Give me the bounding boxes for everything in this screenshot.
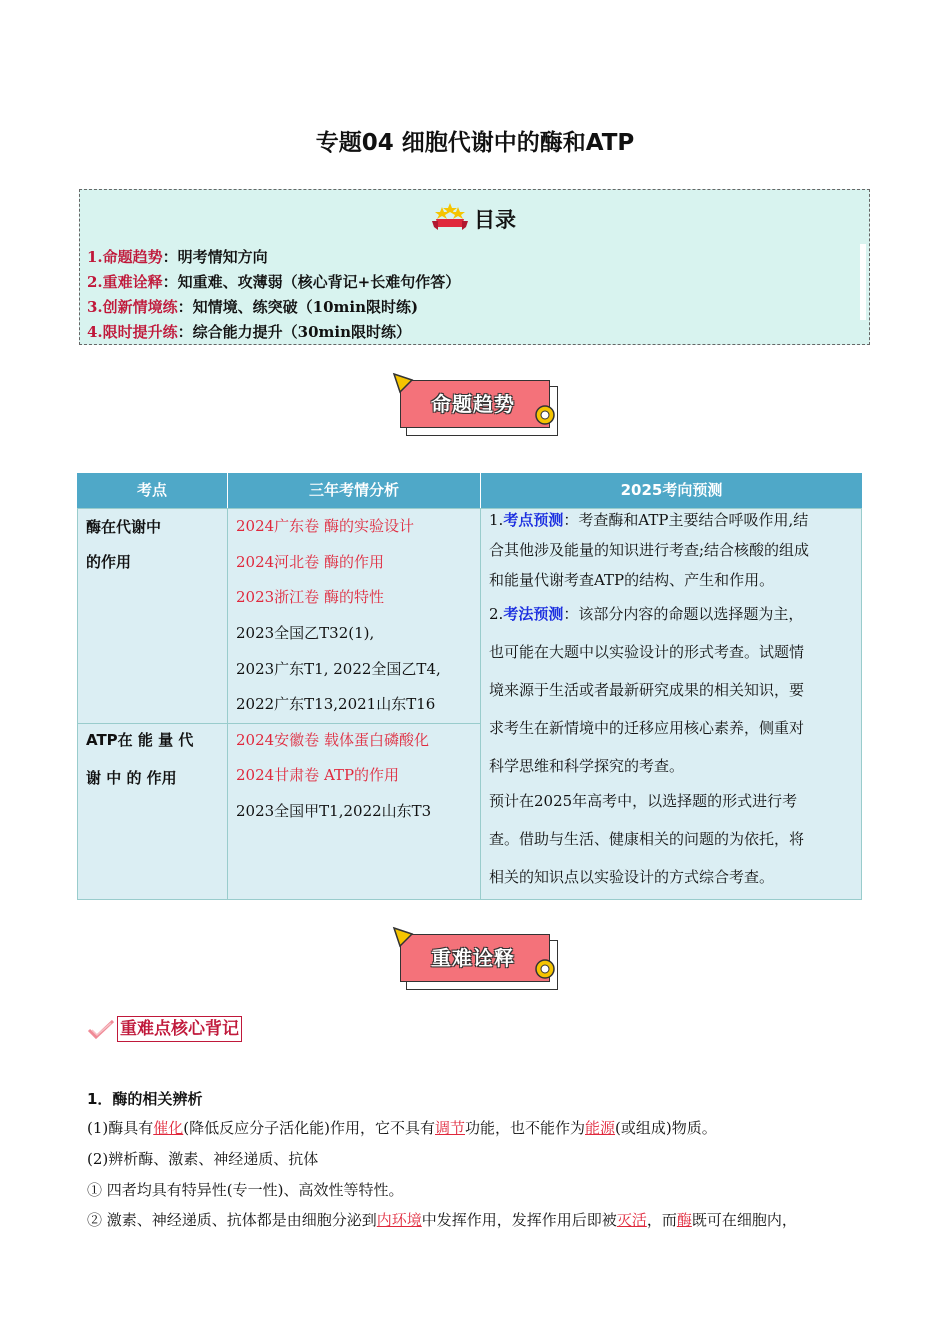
forecast-text: 1.考点预测：考查酶和ATP主要结合呼吸作用,结 合其他涉及能量的知识进行考查;结合核酸的组成 和能量代谢考查ATP的结构、产生和作用。 2.考法预测：该部分内容的命题以选择题为主， 也可能在大题中以实验设计的形式考查。试题情 境来源于生活或者最新研究成果的相关知识，要 求考生在新情境中的迁移应用核心素养，侧重对 科学思维和科学探究的考查。 预计在2025年高考中，以选择题的形式进行考 查。借助与生活、健康相关的问题的为依托，将 相关的知识点以实验设计的方式综合考查。 (489, 511, 810, 886)
table-row-topic-1b: 的作用 (86, 553, 132, 571)
exam-entry: 2024甘肃卷 ATP的作用 (236, 766, 400, 784)
toc-box (79, 189, 870, 345)
difficult-banner-label: 重难诠释 (431, 946, 515, 970)
exam-entry: 2022广东T13,2021山东T16 (236, 695, 436, 713)
flag-icon (392, 372, 414, 394)
table-row-topic-2a: ATP在 能 量 代 (86, 731, 194, 749)
toc-header (80, 200, 869, 234)
body-line-1: (1)酶具有催化(降低反应分子活化能)作用，它不具有调节功能，也不能作为能源(或组成)物质。 (87, 1119, 717, 1137)
table-row-topic-1a: 酶在代谢中 (86, 518, 162, 536)
exam-entry: 2023全国乙T32(1), (236, 624, 375, 642)
toc-item-timed[interactable]: 4.限时提升练：综合能力提升（30min限时练） (87, 323, 412, 341)
body-line-3: ① 四者均具有特异性(专一性)、高效性等特性。 (87, 1181, 404, 1199)
difficult-banner (396, 932, 566, 994)
toc-item-innovation[interactable]: 3.创新情境练：知情境、练突破（10min限时练) (87, 298, 419, 316)
page-title: 专题04 细胞代谢中的酶和ATP (315, 130, 635, 156)
crown-ribbon-icon (432, 203, 468, 233)
subheading: 1．酶的相关辨析 (87, 1090, 203, 1108)
toc-item-difficult[interactable]: 2.重难诠释：知重难、攻薄弱（核心背记+长难句作答） (87, 273, 461, 291)
forecast-key-point: 考点预测 (503, 511, 564, 529)
coin-icon (534, 958, 556, 980)
exam-entry: 2024安徽卷 载体蛋白磷酸化 (236, 731, 429, 749)
exam-entry: 2023全国甲T1,2022山东T3 (236, 802, 432, 820)
trend-banner-label: 命题趋势 (431, 392, 515, 416)
th-topic: 考点 (77, 473, 227, 508)
exam-entry: 2024河北卷 酶的作用 (236, 553, 384, 571)
toc-item-trend[interactable]: 1.命题趋势：明考情知方向 (87, 248, 268, 266)
body-line-4: ② 激素、神经递质、抗体都是由细胞分泌到内环境中发挥作用，发挥作用后即被灭活，而酶既可在细胞内， (87, 1211, 797, 1229)
trend-banner (396, 378, 566, 440)
th-analysis: 三年考情分析 (228, 473, 480, 508)
exam-entry: 2023浙江卷 酶的特性 (236, 588, 384, 606)
exam-entry: 2023广东T1, 2022全国乙T4, (236, 660, 441, 678)
section-title: 重难点核心背记 (117, 1016, 242, 1042)
flag-icon (392, 926, 414, 948)
toc-side-bar (860, 244, 866, 320)
analysis-table (77, 473, 862, 900)
th-forecast: 2025考向预测 (481, 473, 862, 508)
body-line-2: (2)辨析酶、激素、神经递质、抗体 (87, 1150, 319, 1168)
coin-icon (534, 404, 556, 426)
toc-title: 目录 (474, 208, 516, 232)
checkmark-icon (87, 1018, 115, 1040)
table-row-topic-2b: 谢 中 的 作用 (86, 769, 177, 787)
forecast-key-method: 考法预测 (503, 605, 564, 623)
exam-entry: 2024广东卷 酶的实验设计 (236, 517, 414, 535)
